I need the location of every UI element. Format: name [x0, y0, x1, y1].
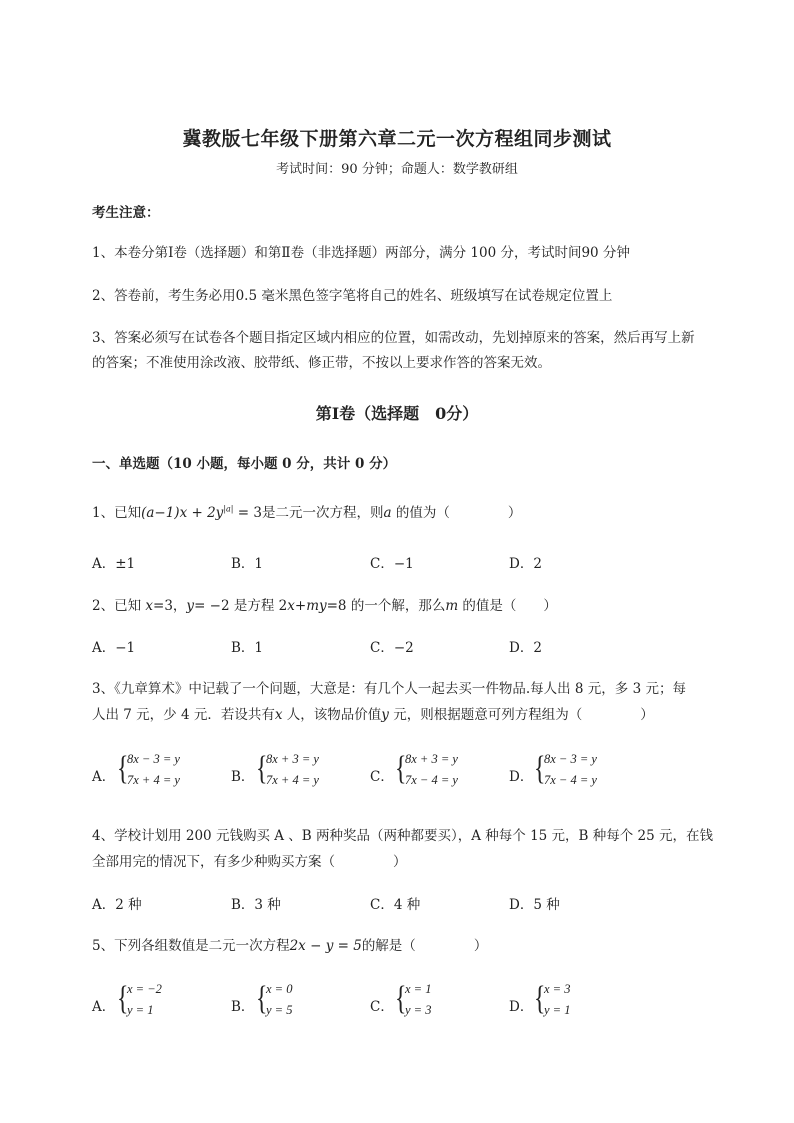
q1-option-a[interactable]: A．±1 — [92, 556, 136, 572]
question-3-line-2: 人出 7 元，少 4 元．若设共有x 人，该物品价值y 元，则根据题意可列方程组为（ ） — [92, 707, 654, 723]
q5-option-d-label[interactable]: D． — [509, 999, 534, 1015]
brace-icon: { — [256, 980, 268, 1017]
q5-option-a-label[interactable]: A． — [92, 999, 116, 1015]
q4-option-b[interactable]: B．3 种 — [231, 897, 281, 913]
q3-option-a-label[interactable]: A． — [92, 769, 116, 785]
brace-icon: { — [256, 750, 268, 787]
q2-option-c[interactable]: C．−2 — [370, 640, 414, 656]
part-heading: 一、单选题（10 小题，每小题 0 分，共计 0 分） — [92, 456, 397, 472]
q3-option-b-label[interactable]: B． — [231, 769, 255, 785]
notice-item-2: 2、答卷前，考生务必用0.5 毫米黑色签字笔将自己的姓名、班级填写在试卷规定位置上 — [92, 288, 613, 304]
question-1: 1、已知$(a-1)x + 2y^{|a|} = 3$是二元一次方程，则a 的值为（ ） — [92, 504, 522, 521]
document-subtitle: 考试时间：90 分钟；命题人：数学教研组 — [276, 162, 518, 177]
notice-item-3-cont: 的答案；不准使用涂改液、胶带纸、修正带，不按以上要求作答的答案无效。 — [92, 355, 551, 371]
q2-option-b[interactable]: B．1 — [231, 640, 264, 656]
question-2: 2、已知 x=3，y= −2 是方程 2x+my=8 的一个解，那么m 的值是（ ） — [92, 598, 557, 614]
notice-heading: 考生注意： — [92, 205, 160, 221]
section-title: 第Ⅰ卷（选择题 0分） — [315, 404, 479, 423]
q5-option-c-label[interactable]: C． — [370, 999, 394, 1015]
question-4-line-2: 全部用完的情况下，有多少种购买方案（ ） — [92, 854, 407, 870]
question-3-line-1: 3、《九章算术》中记载了一个问题，大意是：有几个人一起去买一件物品.每人出 8 元，多 3 元；每 — [92, 681, 686, 697]
q1-option-b[interactable]: B．1 — [231, 556, 264, 572]
notice-item-3: 3、答案必须写在试卷各个题目指定区域内相应的位置，如需改动，先划掉原来的答案，然后再写上新 — [92, 330, 695, 346]
question-5: 5、下列各组数值是二元一次方程2x − y = 5的解是（ ） — [92, 938, 488, 954]
q2-option-d[interactable]: D．2 — [509, 640, 542, 656]
document-title: 冀教版七年级下册第六章二元一次方程组同步测试 — [182, 128, 612, 150]
q1-expression: (a−1)x + 2y — [141, 505, 224, 521]
brace-icon: { — [117, 750, 129, 787]
q5-option-b-label[interactable]: B． — [231, 999, 255, 1015]
brace-icon: { — [395, 750, 407, 787]
notice-item-1: 1、本卷分第Ⅰ卷（选择题）和第Ⅱ卷（非选择题）两部分，满分 100 分，考试时间90 分钟 — [92, 245, 630, 261]
q4-option-d[interactable]: D．5 种 — [509, 897, 560, 913]
q3-option-d-label[interactable]: D． — [509, 769, 534, 785]
q4-option-a[interactable]: A．2 种 — [92, 897, 142, 913]
brace-icon: { — [395, 980, 407, 1017]
brace-icon: { — [534, 980, 546, 1017]
question-4-line-1: 4、学校计划用 200 元钱购买 A 、B 两种奖品（两种都要买），A 种每个 15 元，B 种每个 25 元，在钱 — [92, 828, 714, 844]
q3-option-c-label[interactable]: C． — [370, 769, 394, 785]
brace-icon: { — [117, 980, 129, 1017]
q1-option-d[interactable]: D．2 — [509, 556, 542, 572]
brace-icon: { — [534, 750, 546, 787]
q2-option-a[interactable]: A．−1 — [92, 640, 136, 656]
q1-option-c[interactable]: C．−1 — [370, 556, 414, 572]
q5-expression: 2x − y = 5 — [289, 938, 362, 954]
q4-option-c[interactable]: C．4 种 — [370, 897, 421, 913]
